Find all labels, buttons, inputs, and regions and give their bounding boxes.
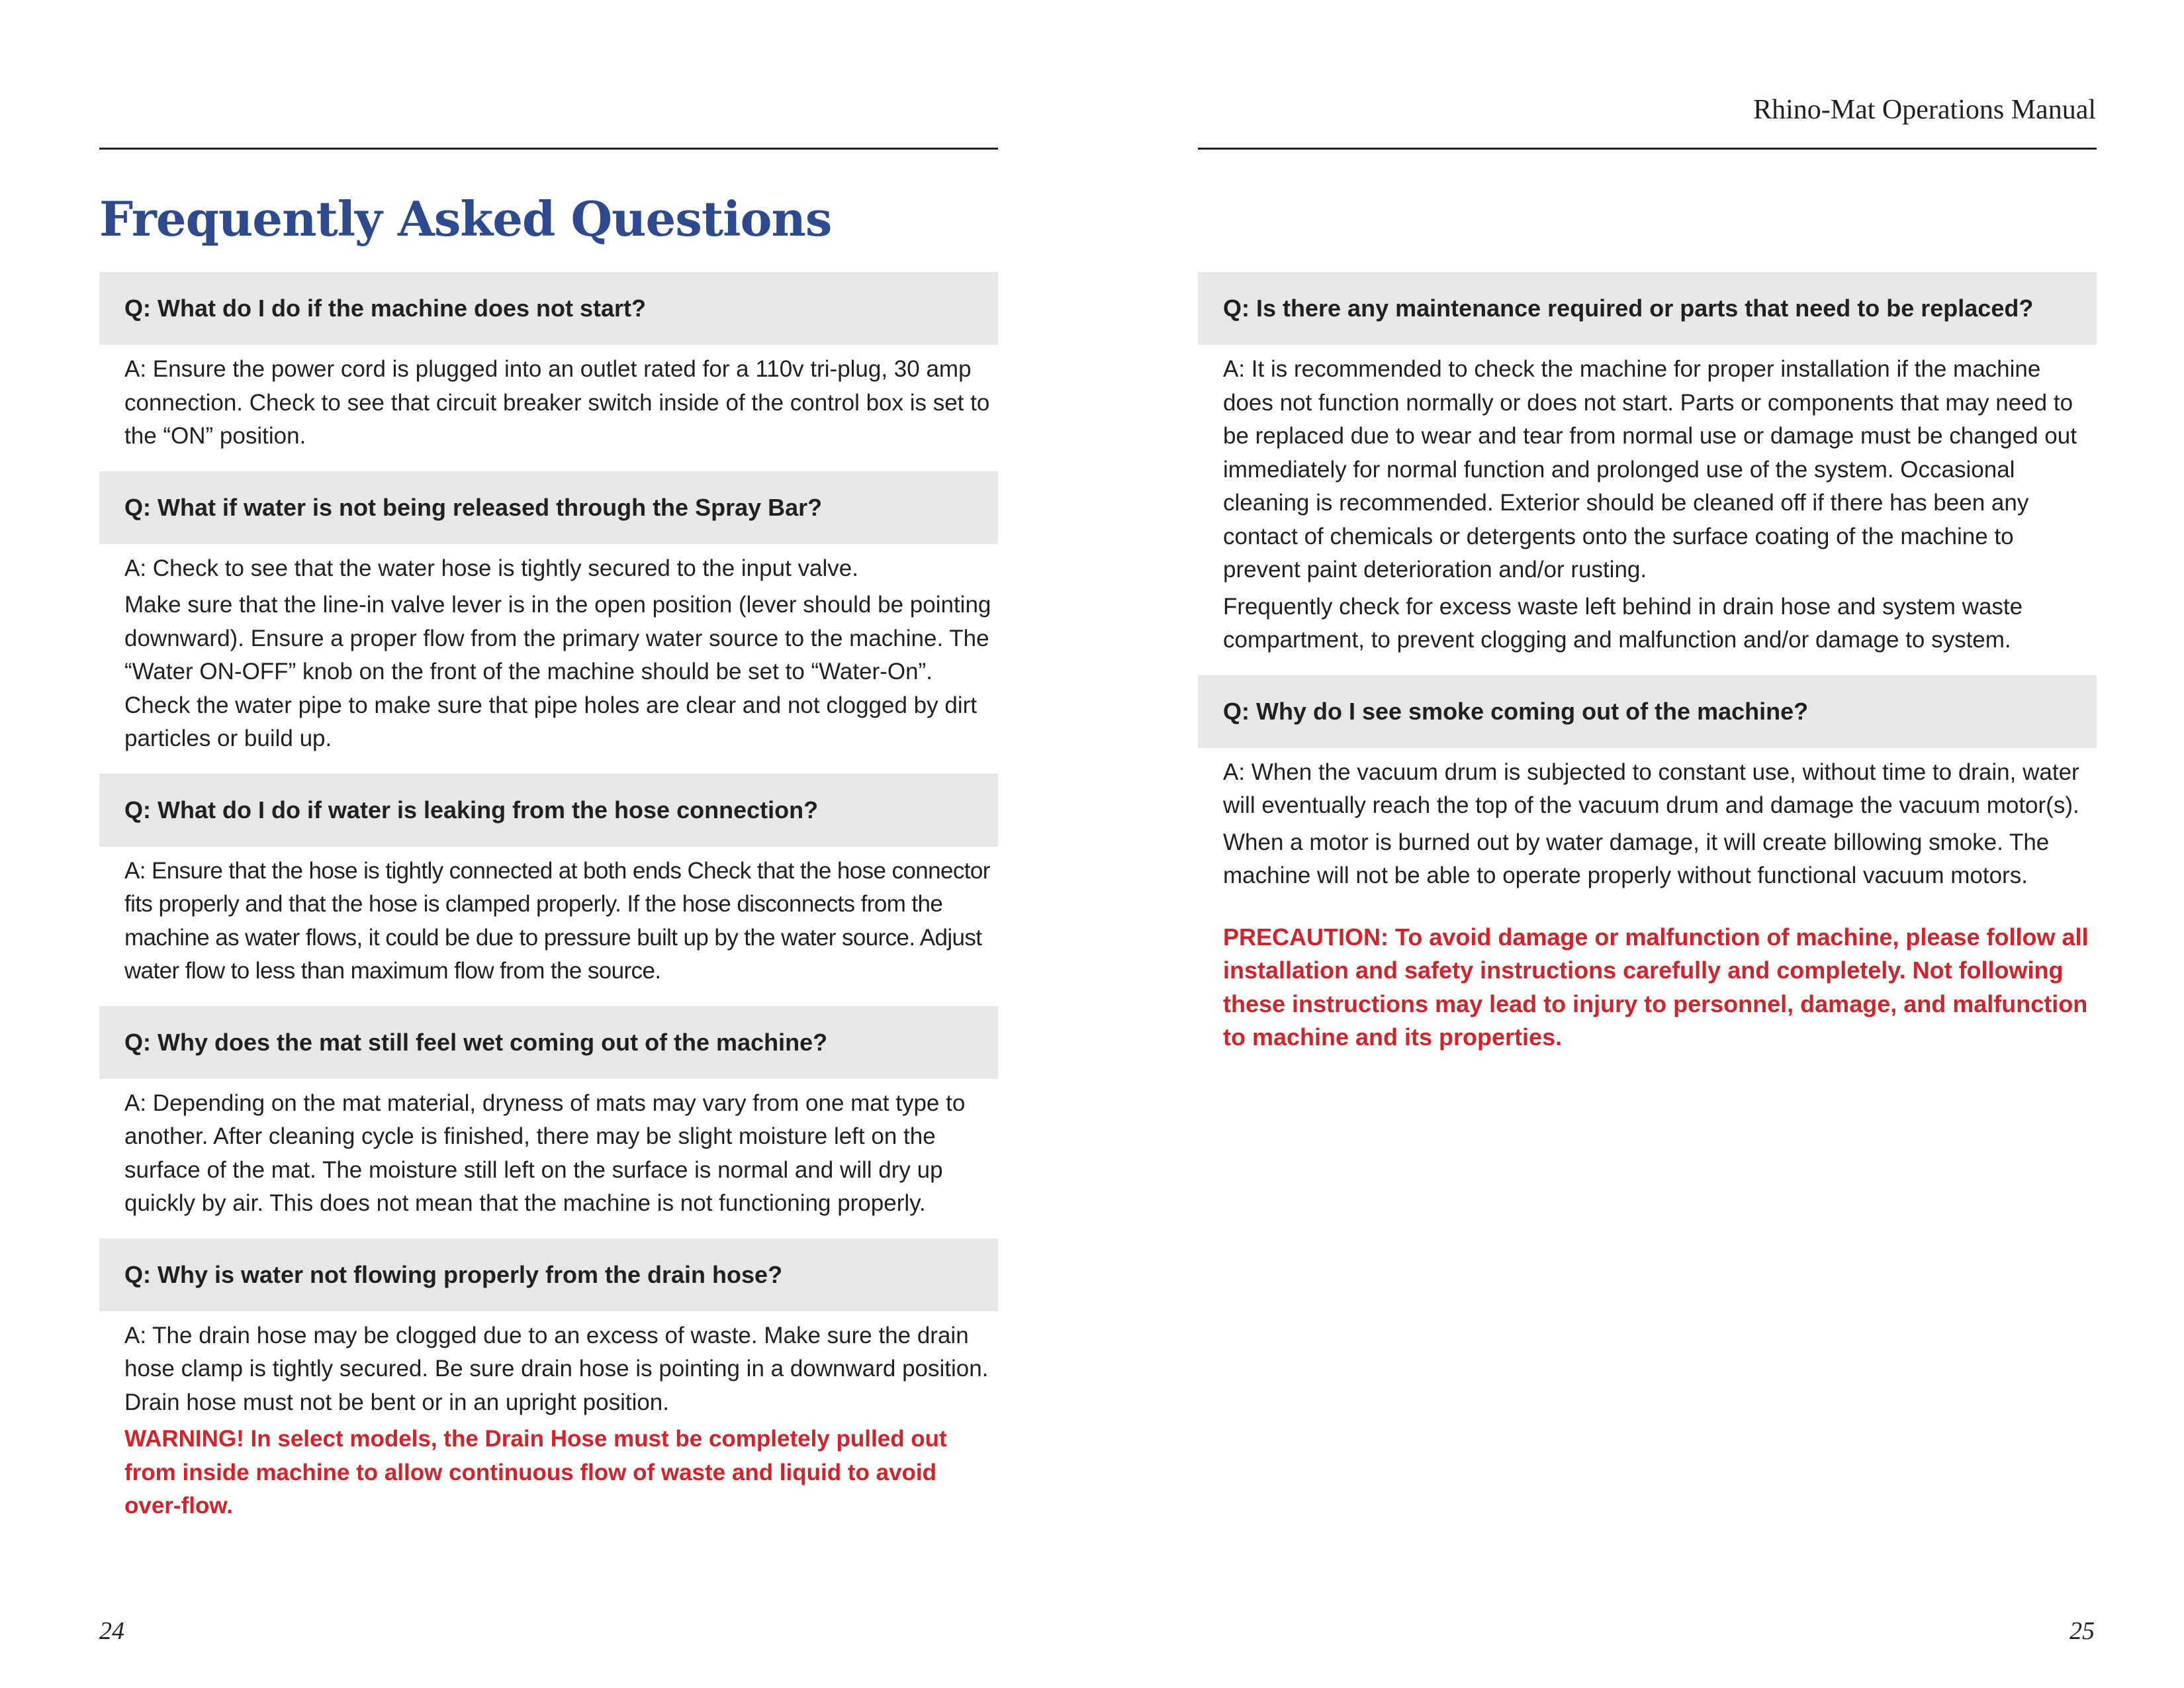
page-number-right: 25 (2070, 1617, 2095, 1645)
answer-paragraph: A: It is recommended to check the machine for proper installation if the machine does not function normally or does not start. Parts or components that may need to be replaced due to wear and tear from normal use or damage must be changed out immediately for normal function and prolonged use of the system. Occasional cleaning is recommended. Exterior should be cleaned off if there has been any contact of chemicals or detergents onto the surface coating of the machine to prevent paint deterioration and/or rusting. (1223, 356, 2077, 583)
page-title: Frequently Asked Questions (99, 191, 832, 247)
faq-item (1198, 675, 2097, 893)
faq-question: Q: Why do I see smoke coming out of the machine? (1198, 675, 2097, 748)
faq-question: Q: Is there any maintenance required or parts that need to be replaced? (1198, 272, 2097, 345)
faq-answer (99, 345, 998, 453)
answer-paragraph: A: Depending on the mat material, dryness of mats may vary from one mat type to another. After cleaning cycle is finished, there may be slight moisture left on the surface of the mat. The moisture still left on the surface is normal and will dry up quickly by air. This does not mean that the machine is not functioning properly. (124, 1090, 966, 1216)
answer-paragraph: A: Ensure the power cord is plugged into an outlet rated for a 110v tri-plug, 30 amp connection. Check to see that circuit breaker switch inside of the control box is set to the “ON” position. (124, 356, 990, 449)
faq-question: Q: What do I do if the machine does not start? (99, 272, 998, 345)
answer-paragraph: A: Ensure that the hose is tightly connected at both ends Check that the hose connector fits properly and that the hose is clamped properly. If the hose disconnects from the machine as water flows, it could be due to pressure built up by the water source. Adjust water flow to less than maximum flow from the source. (124, 857, 990, 984)
faq-question: Q: Why does the mat still feel wet coming out of the machine? (99, 1006, 998, 1079)
answer-paragraph: A: When the vacuum drum is subjected to constant use, without time to drain, water will eventually reach the top of the vacuum drum and damage the vacuum motor(s). (1223, 759, 2079, 818)
faq-item (99, 1239, 998, 1523)
faq-item (99, 272, 998, 453)
page-number-left: 24 (99, 1617, 124, 1645)
faq-item (1198, 272, 2097, 657)
header-rule-left (99, 148, 998, 150)
faq-answer (99, 544, 998, 756)
faq-item (99, 1006, 998, 1221)
running-head: Rhino-Mat Operations Manual (1753, 95, 2096, 125)
left-column (99, 272, 998, 1526)
answer-paragraph: Make sure that the line-in valve lever is in the open position (lever should be pointing downward). Ensure a proper flow from the primary water source to the machine. The “Water ON-OFF” knob on the front of the machine should be set to “Water-On”. Check the water pipe to make sure that pipe holes are clear and not clogged by dirt particles or build up. (124, 592, 991, 751)
right-column (1198, 272, 2097, 1055)
header-rule-right (1198, 148, 2097, 150)
faq-question: Q: Why is water not flowing properly from the drain hose? (99, 1239, 998, 1311)
answer-paragraph: When a motor is burned out by water damage, it will create billowing smoke. The machine will not be able to operate properly without functional vacuum motors. (1223, 829, 2050, 888)
faq-question: Q: What do I do if water is leaking from the hose connection? (99, 774, 998, 847)
faq-answer (1198, 345, 2097, 657)
faq-answer (99, 847, 998, 988)
faq-item (99, 471, 998, 756)
faq-answer (99, 1079, 998, 1221)
warning-text: WARNING! In select models, the Drain Hose must be completely pulled out from inside machine to allow continuous flow of waste and liquid to avoid over-flow. (124, 1426, 947, 1519)
precaution-text: PRECAUTION: To avoid damage or malfunction of machine, please follow all installation and safety instructions carefully and completely. Not following these instructions may lead to injury to personnel, damage, and malfunction to machine and its properties. (1223, 923, 2089, 1051)
faq-question: Q: What if water is not being released through the Spray Bar? (99, 471, 998, 544)
answer-paragraph: Frequently check for excess waste left behind in drain hose and system waste compartment, to prevent clogging and malfunction and/or damage to system. (1223, 593, 2023, 653)
faq-item (99, 774, 998, 988)
answer-paragraph: A: The drain hose may be clogged due to an excess of waste. Make sure the drain hose clamp is tightly secured. Be sure drain hose is pointing in a downward position. Drain hose must not be bent or in an upright position. (124, 1322, 989, 1415)
faq-answer (99, 1311, 998, 1523)
faq-answer (1198, 748, 2097, 893)
answer-paragraph: A: Check to see that the water hose is tightly secured to the input valve. (124, 555, 858, 581)
